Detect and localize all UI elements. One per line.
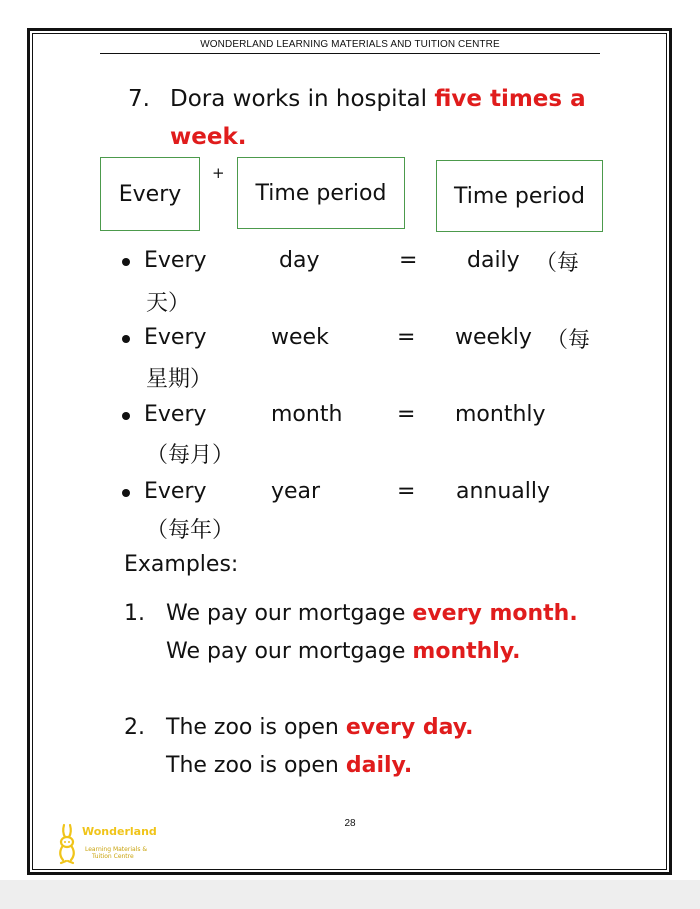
rule-chinese-inline: （每 (546, 328, 591, 353)
example-text: We pay our mortgage (166, 601, 413, 626)
wonderland-logo (55, 822, 165, 868)
question-highlight-1: five times a (434, 86, 586, 112)
example-number: 1. (124, 601, 145, 626)
rule-chinese-inline: （每 (535, 251, 580, 276)
formula-box-every-label: Every (118, 181, 182, 207)
rule-period: day (279, 248, 320, 273)
example-highlight: daily. (345, 753, 413, 778)
example-line (166, 639, 521, 664)
rule-equals: = (397, 402, 416, 427)
example-line (166, 601, 578, 626)
rule-result: weekly (455, 325, 532, 350)
rule-period: month (271, 402, 343, 427)
formula-plus: + (212, 164, 225, 182)
rule-chinese: 天） (146, 291, 191, 316)
rule-every: Every (144, 479, 207, 504)
example-highlight: every day. (345, 715, 474, 740)
rule-chinese: （每年） (146, 518, 235, 543)
question-line-1 (170, 86, 586, 112)
page-header: WONDERLAND LEARNING MATERIALS AND TUITION CENTRE (200, 39, 500, 50)
rule-equals: = (397, 479, 416, 504)
formula-box-result (436, 160, 603, 232)
example-text: The zoo is open (166, 753, 346, 778)
example-highlight: monthly. (412, 639, 521, 664)
example-text: We pay our mortgage (166, 639, 413, 664)
rule-every: Every (144, 402, 207, 427)
examples-heading: Examples: (124, 552, 239, 577)
rule-equals: = (397, 325, 416, 350)
rule-every: Every (144, 325, 207, 350)
rule-result: monthly (455, 402, 546, 427)
example-highlight: every month. (412, 601, 578, 626)
header-rule (100, 53, 600, 54)
logo-subtitle: Tuition Centre (92, 853, 134, 860)
rule-every: Every (144, 248, 207, 273)
example-line (166, 715, 473, 740)
rule-chinese: 星期） (146, 367, 213, 392)
formula-box-time-period-label: Time period (255, 180, 387, 206)
logo-title: Wonderland (82, 825, 157, 838)
example-text: The zoo is open (166, 715, 346, 740)
rule-equals: = (399, 248, 418, 273)
rule-chinese: （每月） (146, 443, 235, 468)
rabbit-logo-icon (55, 822, 81, 866)
example-line (166, 753, 412, 778)
bullet-dot (122, 258, 130, 266)
rule-result: daily (467, 248, 520, 273)
bullet-dot (122, 335, 130, 343)
example-number: 2. (124, 715, 145, 740)
question-highlight-2: week. (170, 124, 247, 150)
rule-result: annually (456, 479, 551, 504)
formula-box-every (100, 157, 200, 231)
formula-box-result-label: Time period (454, 183, 585, 209)
logo-subtitle: Learning Materials & (85, 846, 148, 853)
formula-box-time-period (237, 157, 405, 229)
bullet-dot (122, 489, 130, 497)
page-number: 28 (344, 818, 356, 829)
viewer-bottom-bar (0, 880, 700, 909)
bullet-dot (122, 412, 130, 420)
question-text: Dora works in hospital (170, 86, 435, 112)
question-number: 7. (128, 86, 150, 112)
rule-period: week (271, 325, 329, 350)
rule-period: year (271, 479, 321, 504)
